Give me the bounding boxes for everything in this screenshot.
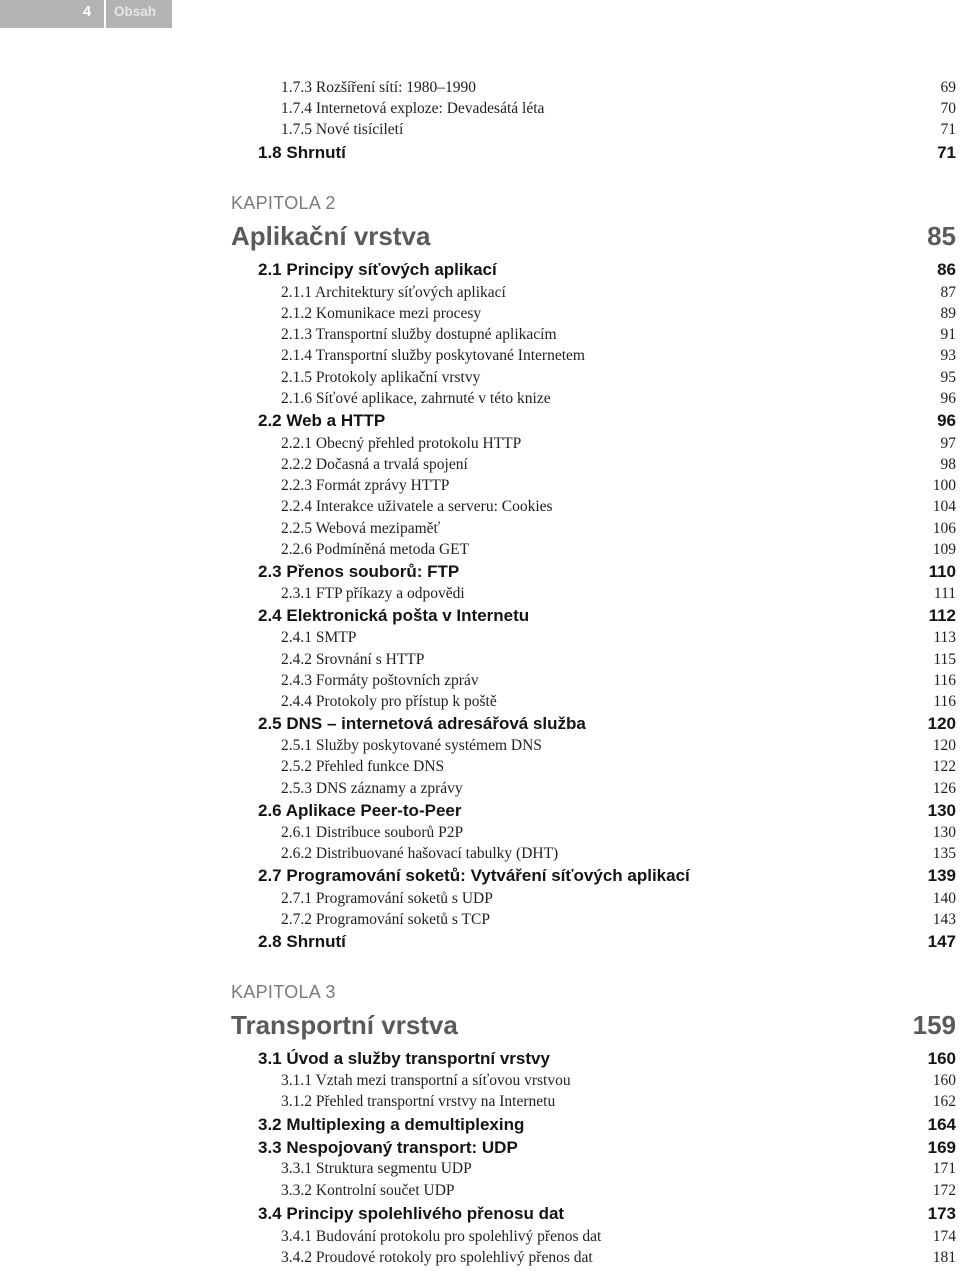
toc-subsection-row xyxy=(0,1182,960,1204)
toc-section-page-number: 147 xyxy=(927,932,956,951)
toc-subsection-title: 2.1.5 Protokoly aplikační vrstvy xyxy=(281,369,481,386)
toc-subsection-row xyxy=(0,780,960,802)
toc-subsection-title: 2.4.4 Protokoly pro přístup k poště xyxy=(281,693,497,710)
toc-subsection-title: 2.5.1 Služby poskytované systémem DNS xyxy=(281,737,542,754)
toc-subsection-row xyxy=(0,284,960,306)
toc-subsection-page-number: 70 xyxy=(940,100,956,117)
toc-section-title: 2.3 Přenos souborů: FTP xyxy=(258,562,460,581)
toc-subsection-page-number: 96 xyxy=(940,390,956,407)
toc-section-title: 3.1 Úvod a služby transportní vrstvy xyxy=(258,1049,550,1068)
toc-subsection-title: 2.1.6 Síťové aplikace, zahrnuté v této knize xyxy=(281,390,551,407)
toc-subsection-row xyxy=(0,1249,960,1271)
toc-subsection-row xyxy=(0,693,960,715)
toc-subsection-page-number: 126 xyxy=(932,780,956,797)
toc-section-row xyxy=(0,714,960,736)
toc-subsection-page-number: 104 xyxy=(932,498,956,515)
toc-subsection-page-number: 97 xyxy=(940,435,956,452)
toc-section-page-number: 71 xyxy=(937,143,956,162)
toc-subsection-title: 2.7.1 Programování soketů s UDP xyxy=(281,890,493,907)
toc-subsection-page-number: 172 xyxy=(932,1182,956,1199)
chapter-title-page-number: 159 xyxy=(912,1010,956,1040)
toc-subsection-page-number: 160 xyxy=(932,1072,956,1089)
toc-section-page-number: 169 xyxy=(927,1138,956,1157)
toc-subsection-title: 3.4.2 Proudové rotokoly pro spolehlivý přenos dat xyxy=(281,1249,593,1266)
toc-subsection-page-number: 91 xyxy=(940,326,956,343)
toc-section-row xyxy=(0,260,960,282)
toc-section-title: 2.1 Principy síťových aplikací xyxy=(258,260,497,279)
toc-subsection-page-number: 98 xyxy=(940,456,956,473)
toc-section-row xyxy=(0,1204,960,1226)
toc-subsection-page-number: 143 xyxy=(932,911,956,928)
toc-subsection-page-number: 109 xyxy=(932,541,956,558)
toc-subsection-title: 1.7.4 Internetová exploze: Devadesátá léta xyxy=(281,100,545,117)
chapter-title-title: Transportní vrstva xyxy=(231,1010,458,1040)
toc-subsection-row xyxy=(0,737,960,759)
toc-subsection-title: 2.2.2 Dočasná a trvalá spojení xyxy=(281,456,468,473)
toc-subsection-page-number: 122 xyxy=(932,758,956,775)
toc-subsection-row xyxy=(0,520,960,542)
toc-subsection-page-number: 130 xyxy=(932,824,956,841)
toc-subsection-title: 2.5.3 DNS záznamy a zprávy xyxy=(281,780,463,797)
chapter-title-row xyxy=(0,221,960,255)
toc-subsection-title: 1.7.5 Nové tisíciletí xyxy=(281,121,404,138)
toc-subsection-row xyxy=(0,498,960,520)
toc-subsection-title: 2.2.5 Webová mezipaměť xyxy=(281,520,441,537)
toc-subsection-page-number: 69 xyxy=(940,79,956,96)
toc-section-page-number: 139 xyxy=(927,866,956,885)
page-number: 4 xyxy=(82,3,92,20)
toc-subsection-row xyxy=(0,845,960,867)
header-divider xyxy=(104,0,106,28)
toc-subsection-page-number: 162 xyxy=(932,1093,956,1110)
toc-subsection-row xyxy=(0,1072,960,1094)
toc-subsection-title: 2.4.1 SMTP xyxy=(281,629,357,646)
toc-section-page-number: 120 xyxy=(927,714,956,733)
toc-subsection-row xyxy=(0,477,960,499)
toc-section-row xyxy=(0,411,960,433)
toc-subsection-page-number: 89 xyxy=(940,305,956,322)
toc-section-row xyxy=(0,932,960,954)
toc-section-page-number: 112 xyxy=(928,606,956,625)
toc-subsection-title: 2.2.6 Podmíněná metoda GET xyxy=(281,541,470,558)
toc-subsection-title: 2.1.3 Transportní služby dostupné aplikacím xyxy=(281,326,557,343)
toc-subsection-row xyxy=(0,651,960,673)
toc-section-title: 3.4 Principy spolehlivého přenosu dat xyxy=(258,1204,565,1223)
toc-subsection-title: 2.2.3 Formát zprávy HTTP xyxy=(281,477,450,494)
chapter-title-title: Aplikační vrstva xyxy=(231,221,431,251)
toc-subsection-row xyxy=(0,1160,960,1182)
toc-subsection-page-number: 171 xyxy=(932,1160,956,1177)
toc-section-page-number: 160 xyxy=(927,1049,956,1068)
toc-subsection-title: 2.1.2 Komunikace mezi procesy xyxy=(281,305,482,322)
toc-section-row xyxy=(0,1115,960,1137)
toc-section-page-number: 130 xyxy=(927,801,956,820)
toc-subsection-row xyxy=(0,1093,960,1115)
toc-subsection-page-number: 115 xyxy=(933,651,956,668)
toc-subsection-title: 2.4.3 Formáty poštovních zpráv xyxy=(281,672,479,689)
running-header xyxy=(0,0,172,28)
toc-section-page-number: 173 xyxy=(927,1204,956,1223)
toc-subsection-row xyxy=(0,585,960,607)
chapter-label-title: KAPITOLA 3 xyxy=(231,982,336,1002)
toc-subsection-title: 2.3.1 FTP příkazy a odpovědi xyxy=(281,585,465,602)
chapter-title-page-number: 85 xyxy=(927,221,956,251)
toc-subsection-row xyxy=(0,326,960,348)
toc-subsection-page-number: 106 xyxy=(932,520,956,537)
toc-section-title: 2.5 DNS – internetová adresářová služba xyxy=(258,714,586,733)
toc-subsection-row xyxy=(0,672,960,694)
toc-subsection-row xyxy=(0,347,960,369)
toc-section-row xyxy=(0,562,960,584)
toc-subsection-row xyxy=(0,79,960,101)
toc-section-title: 2.8 Shrnutí xyxy=(258,932,346,951)
toc-subsection-page-number: 120 xyxy=(932,737,956,754)
toc-section-title: 2.6 Aplikace Peer-to-Peer xyxy=(258,801,462,820)
toc-section-title: 2.4 Elektronická pošta v Internetu xyxy=(258,606,530,625)
toc-subsection-title: 2.1.1 Architektury síťových aplikací xyxy=(281,284,506,301)
chapter-label-title: KAPITOLA 2 xyxy=(231,193,336,213)
toc-subsection-title: 2.4.2 Srovnání s HTTP xyxy=(281,651,425,668)
running-section-title: Obsah xyxy=(114,4,157,19)
toc-subsection-page-number: 100 xyxy=(932,477,956,494)
toc-subsection-page-number: 87 xyxy=(940,284,956,301)
toc-subsection-row xyxy=(0,121,960,143)
toc-subsection-row xyxy=(0,435,960,457)
toc-subsection-title: 3.3.2 Kontrolní součet UDP xyxy=(281,1182,455,1199)
toc-subsection-title: 2.5.2 Přehled funkce DNS xyxy=(281,758,445,775)
toc-section-row xyxy=(0,606,960,628)
toc-section-row xyxy=(0,1138,960,1160)
toc-subsection-row xyxy=(0,456,960,478)
toc-subsection-page-number: 174 xyxy=(932,1228,956,1245)
toc-section-title: 3.3 Nespojovaný transport: UDP xyxy=(258,1138,518,1157)
toc-subsection-page-number: 113 xyxy=(933,629,956,646)
toc-subsection-row xyxy=(0,911,960,933)
toc-subsection-row xyxy=(0,758,960,780)
toc-section-row xyxy=(0,143,960,165)
toc-subsection-page-number: 71 xyxy=(940,121,956,138)
toc-section-row xyxy=(0,801,960,823)
toc-subsection-page-number: 116 xyxy=(933,693,956,710)
toc-subsection-title: 2.2.4 Interakce uživatele a serveru: Cookies xyxy=(281,498,553,515)
toc-subsection-title: 2.6.2 Distribuované hašovací tabulky (DHT) xyxy=(281,845,559,862)
toc-subsection-title: 3.3.1 Struktura segmentu UDP xyxy=(281,1160,472,1177)
toc-subsection-title: 3.1.1 Vztah mezi transportní a síťovou vrstvou xyxy=(281,1072,571,1089)
toc-subsection-row xyxy=(0,100,960,122)
toc-subsection-page-number: 181 xyxy=(932,1249,956,1266)
toc-subsection-title: 3.1.2 Přehled transportní vrstvy na Internetu xyxy=(281,1093,556,1110)
toc-subsection-page-number: 95 xyxy=(940,369,956,386)
toc-subsection-page-number: 116 xyxy=(933,672,956,689)
toc-subsection-page-number: 93 xyxy=(940,347,956,364)
toc-subsection-title: 2.6.1 Distribuce souborů P2P xyxy=(281,824,464,841)
toc-section-page-number: 164 xyxy=(927,1115,956,1134)
toc-section-title: 1.8 Shrnutí xyxy=(258,143,346,162)
toc-subsection-row xyxy=(0,369,960,391)
chapter-label-row xyxy=(0,193,960,215)
toc-section-row xyxy=(0,1049,960,1071)
toc-subsection-row xyxy=(0,305,960,327)
toc-section-title: 2.2 Web a HTTP xyxy=(258,411,386,430)
toc-subsection-row xyxy=(0,629,960,651)
toc-subsection-page-number: 140 xyxy=(932,890,956,907)
toc-subsection-row xyxy=(0,541,960,563)
toc-section-title: 3.2 Multiplexing a demultiplexing xyxy=(258,1115,525,1134)
toc-subsection-row xyxy=(0,890,960,912)
toc-subsection-row xyxy=(0,1228,960,1250)
toc-subsection-page-number: 135 xyxy=(932,845,956,862)
toc-section-page-number: 96 xyxy=(937,411,956,430)
toc-section-page-number: 86 xyxy=(937,260,956,279)
toc-subsection-title: 2.7.2 Programování soketů s TCP xyxy=(281,911,490,928)
toc-subsection-title: 2.2.1 Obecný přehled protokolu HTTP xyxy=(281,435,522,452)
toc-subsection-row xyxy=(0,824,960,846)
toc-subsection-title: 1.7.3 Rozšíření sítí: 1980–1990 xyxy=(281,79,477,96)
chapter-label-row xyxy=(0,982,960,1004)
toc-subsection-page-number: 111 xyxy=(933,585,956,602)
toc-section-row xyxy=(0,866,960,888)
chapter-title-row xyxy=(0,1010,960,1044)
toc-subsection-title: 3.4.1 Budování protokolu pro spolehlivý přenos dat xyxy=(281,1228,602,1245)
toc-section-title: 2.7 Programování soketů: Vytváření síťových aplikací xyxy=(258,866,690,885)
toc-subsection-title: 2.1.4 Transportní služby poskytované Internetem xyxy=(281,347,585,364)
toc-subsection-row xyxy=(0,390,960,412)
toc-section-page-number: 110 xyxy=(928,562,956,581)
